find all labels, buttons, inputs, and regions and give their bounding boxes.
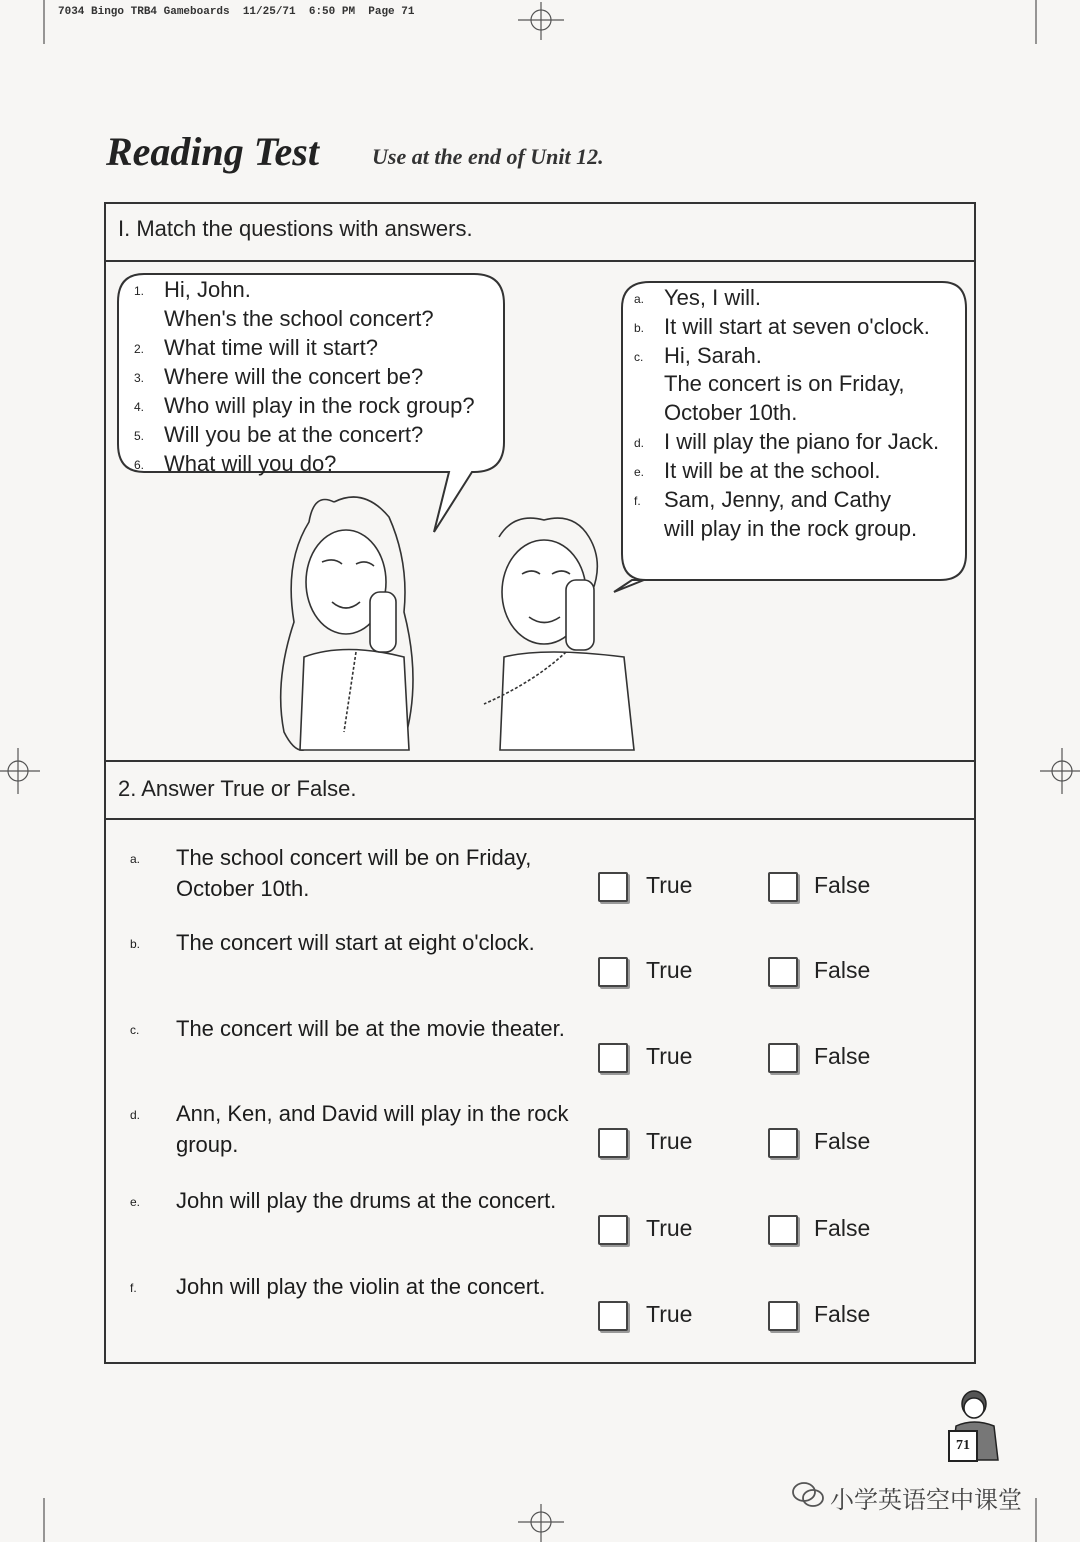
answer-text: The concert is on Friday, — [664, 371, 905, 396]
answer-text: Sam, Jenny, and Cathy — [664, 487, 892, 512]
item-label: c. — [130, 1023, 140, 1037]
question-label: 3. — [134, 371, 145, 385]
question-text: What will you do? — [164, 451, 337, 476]
false-checkbox[interactable] — [768, 1128, 798, 1158]
answer-text: will play in the rock group. — [664, 516, 918, 541]
true-checkbox[interactable] — [598, 957, 628, 987]
true-label: True — [646, 1215, 693, 1241]
item-statement: Ann, Ken, and David will play in the rock group. — [176, 1101, 569, 1157]
false-label: False — [814, 1128, 871, 1154]
item-label: b. — [130, 937, 141, 951]
page-subtitle: Use at the end of Unit 12. — [372, 144, 604, 169]
question-label: 5. — [134, 429, 145, 443]
page-number: 71 — [948, 1430, 978, 1462]
false-label: False — [814, 1215, 871, 1241]
item-statement: John will play the violin at the concert. — [176, 1274, 546, 1299]
question-label: 2. — [134, 342, 145, 356]
answer-label: a. — [634, 292, 645, 306]
false-checkbox[interactable] — [768, 872, 798, 902]
question-text: When's the school concert? — [164, 306, 434, 331]
section1-heading: I. Match the questions with answers. — [118, 216, 473, 241]
answer-label: e. — [634, 465, 645, 479]
question-text: Who will play in the rock group? — [164, 393, 475, 418]
divider-2 — [104, 760, 976, 762]
question-label: 6. — [134, 458, 145, 472]
question-label: 1. — [134, 284, 145, 298]
question-text: Will you be at the concert? — [164, 422, 424, 447]
answer-label: f. — [634, 494, 641, 508]
question-label: 4. — [134, 400, 145, 414]
item-statement: The school concert will be on Friday, October 10th. — [176, 845, 532, 901]
false-label: False — [814, 872, 871, 898]
false-checkbox[interactable] — [768, 1301, 798, 1331]
answer-text: October 10th. — [664, 400, 798, 425]
divider-3 — [104, 818, 976, 820]
true-label: True — [646, 1043, 693, 1069]
question-text: Hi, John. — [164, 277, 251, 302]
tf-item-f — [104, 1271, 976, 1351]
true-label: True — [646, 1128, 693, 1154]
false-label: False — [814, 1043, 871, 1069]
item-label: d. — [130, 1108, 141, 1122]
false-checkbox[interactable] — [768, 1043, 798, 1073]
true-checkbox[interactable] — [598, 1128, 628, 1158]
true-checkbox[interactable] — [598, 872, 628, 902]
section2-heading: 2. Answer True or False. — [118, 776, 357, 801]
tf-item-b — [104, 927, 976, 1007]
answer-text: It will start at seven o'clock. — [664, 314, 930, 339]
true-label: True — [646, 1301, 693, 1327]
false-label: False — [814, 957, 871, 983]
answer-text: Yes, I will. — [664, 285, 762, 310]
answer-text: It will be at the school. — [664, 458, 881, 483]
item-statement: The concert will be at the movie theater. — [176, 1016, 565, 1041]
true-checkbox[interactable] — [598, 1215, 628, 1245]
item-label: f. — [130, 1281, 137, 1295]
answer-text: I will play the piano for Jack. — [664, 429, 940, 454]
wechat-icon — [790, 1480, 826, 1510]
false-checkbox[interactable] — [768, 1215, 798, 1245]
true-checkbox[interactable] — [598, 1043, 628, 1073]
question-text: Where will the concert be? — [164, 364, 424, 389]
item-label: e. — [130, 1195, 141, 1209]
true-label: True — [646, 957, 693, 983]
answer-label: d. — [634, 436, 645, 450]
item-statement: The concert will start at eight o'clock. — [176, 930, 535, 955]
tf-item-e — [104, 1185, 976, 1265]
tf-item-a — [104, 842, 976, 922]
tf-item-d — [104, 1098, 976, 1178]
question-text: What time will it start? — [164, 335, 378, 360]
false-label: False — [814, 1301, 871, 1327]
true-label: True — [646, 872, 693, 898]
answer-label: b. — [634, 321, 645, 335]
true-checkbox[interactable] — [598, 1301, 628, 1331]
answer-label: c. — [634, 350, 644, 364]
page-title: Reading Test — [106, 129, 319, 174]
item-statement: John will play the drums at the concert. — [176, 1188, 557, 1213]
tf-item-c — [104, 1013, 976, 1093]
false-checkbox[interactable] — [768, 957, 798, 987]
answer-text: Hi, Sarah. — [664, 343, 762, 368]
watermark-text: 小学英语空中课堂 — [830, 1486, 1022, 1514]
item-label: a. — [130, 852, 141, 866]
print-slug: 7034 Bingo TRB4 Gameboards 11/25/71 6:50 PM Page 71 — [58, 6, 415, 18]
